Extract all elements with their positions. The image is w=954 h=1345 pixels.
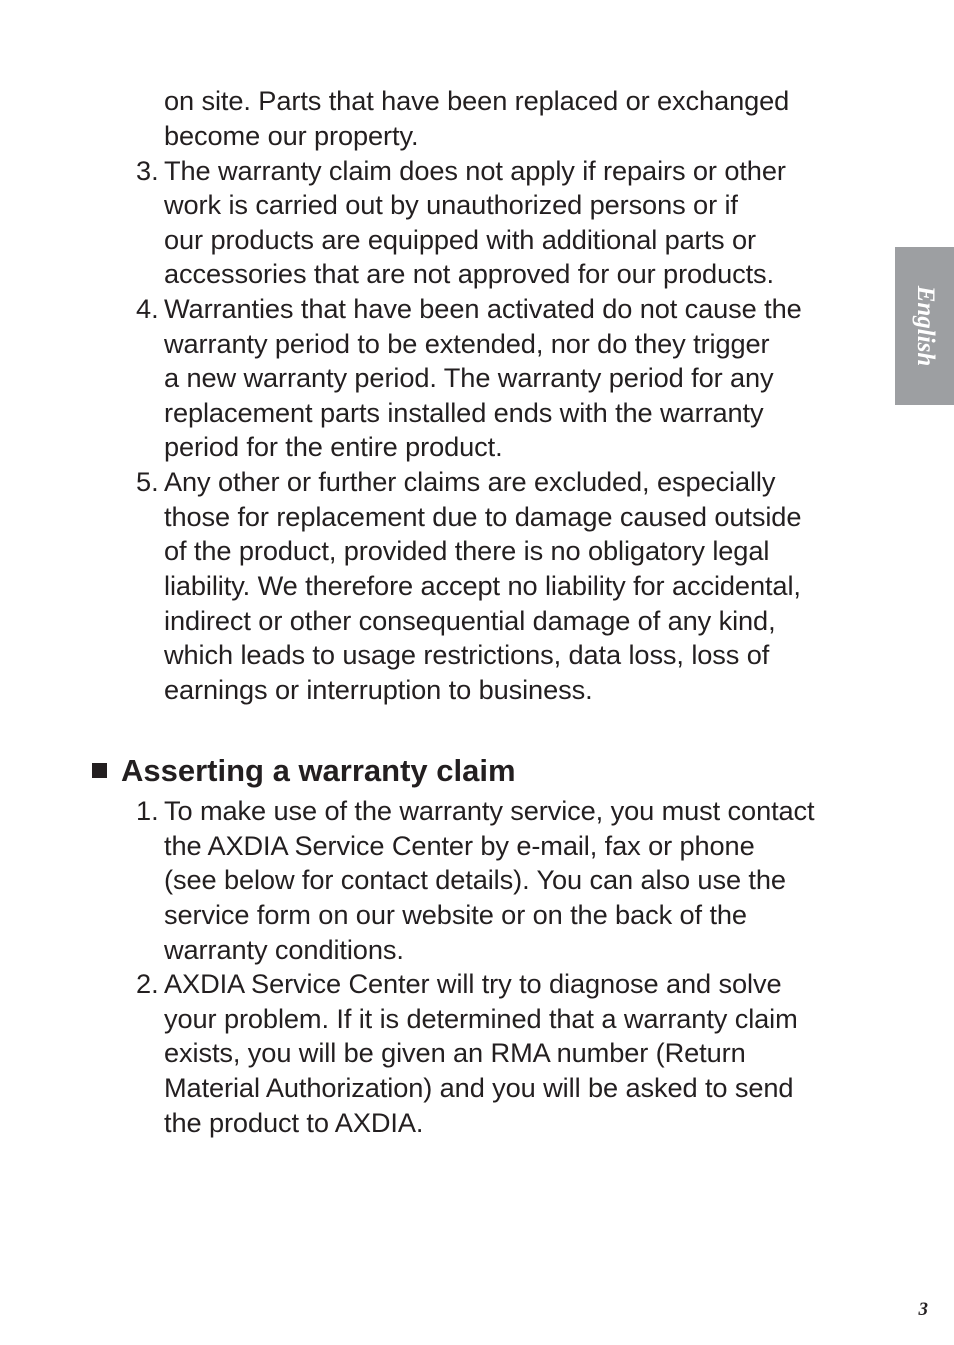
section-heading-text: Asserting a warranty claim bbox=[121, 753, 516, 788]
list-item-line: a new warranty period. The warranty period for any bbox=[164, 362, 774, 393]
list-item-line: To make use of the warranty service, you must contact bbox=[164, 795, 815, 826]
list-item-line: liability. We therefore accept no liability for accidental, bbox=[164, 570, 801, 601]
list-item-line: indirect or other consequential damage of any kind, bbox=[164, 605, 776, 636]
intro-line: on site. Parts that have been replaced or exchanged bbox=[164, 85, 790, 116]
list-item-line: period for the entire product. bbox=[164, 431, 503, 462]
list-item-line: the product to AXDIA. bbox=[164, 1107, 424, 1138]
list-item-line: our products are equipped with additional parts or bbox=[164, 224, 756, 255]
list-item-line: AXDIA Service Center will try to diagnose and solve bbox=[164, 968, 782, 999]
list-item-line: The warranty claim does not apply if repairs or other bbox=[164, 155, 786, 186]
list-item-line: your problem. If it is determined that a warranty claim bbox=[164, 1003, 798, 1034]
list-item-line: warranty period to be extended, nor do they trigger bbox=[164, 328, 770, 359]
list-item-line: service form on our website or on the back of the bbox=[164, 899, 747, 930]
list-item-line: (see below for contact details). You can also use the bbox=[164, 864, 786, 895]
list-item-line: of the product, provided there is no obligatory legal bbox=[164, 535, 770, 566]
language-tab bbox=[895, 247, 954, 405]
list-item-line: Material Authorization) and you will be asked to send bbox=[164, 1072, 794, 1103]
list-item-line: the AXDIA Service Center by e-mail, fax or phone bbox=[164, 830, 755, 861]
list-item-line: replacement parts installed ends with the warranty bbox=[164, 397, 764, 428]
list-item-number: 2. bbox=[136, 968, 159, 999]
square-bullet-icon bbox=[92, 763, 107, 778]
list-item-line: Warranties that have been activated do not cause the bbox=[164, 293, 802, 324]
language-tab-label: English bbox=[911, 285, 939, 367]
list-item-line: accessories that are not approved for our products. bbox=[164, 258, 774, 289]
list-item-number: 1. bbox=[136, 795, 159, 826]
list-item-line: exists, you will be given an RMA number (Return bbox=[164, 1037, 746, 1068]
list-item-line: which leads to usage restrictions, data loss, loss of bbox=[164, 639, 770, 670]
intro-line: become our property. bbox=[164, 120, 419, 151]
list-item-line: warranty conditions. bbox=[164, 934, 404, 965]
list-item-line: Any other or further claims are excluded, especially bbox=[164, 466, 776, 497]
list-item-line: earnings or interruption to business. bbox=[164, 674, 593, 705]
list-item-number: 3. bbox=[136, 155, 159, 186]
page-number: 3 bbox=[918, 1299, 928, 1320]
list-item-number: 5. bbox=[136, 466, 159, 497]
list-item-number: 4. bbox=[136, 293, 159, 324]
list-item-line: work is carried out by unauthorized persons or if bbox=[164, 189, 738, 220]
list-item-line: those for replacement due to damage caused outside bbox=[164, 501, 802, 532]
section-heading bbox=[92, 752, 516, 790]
